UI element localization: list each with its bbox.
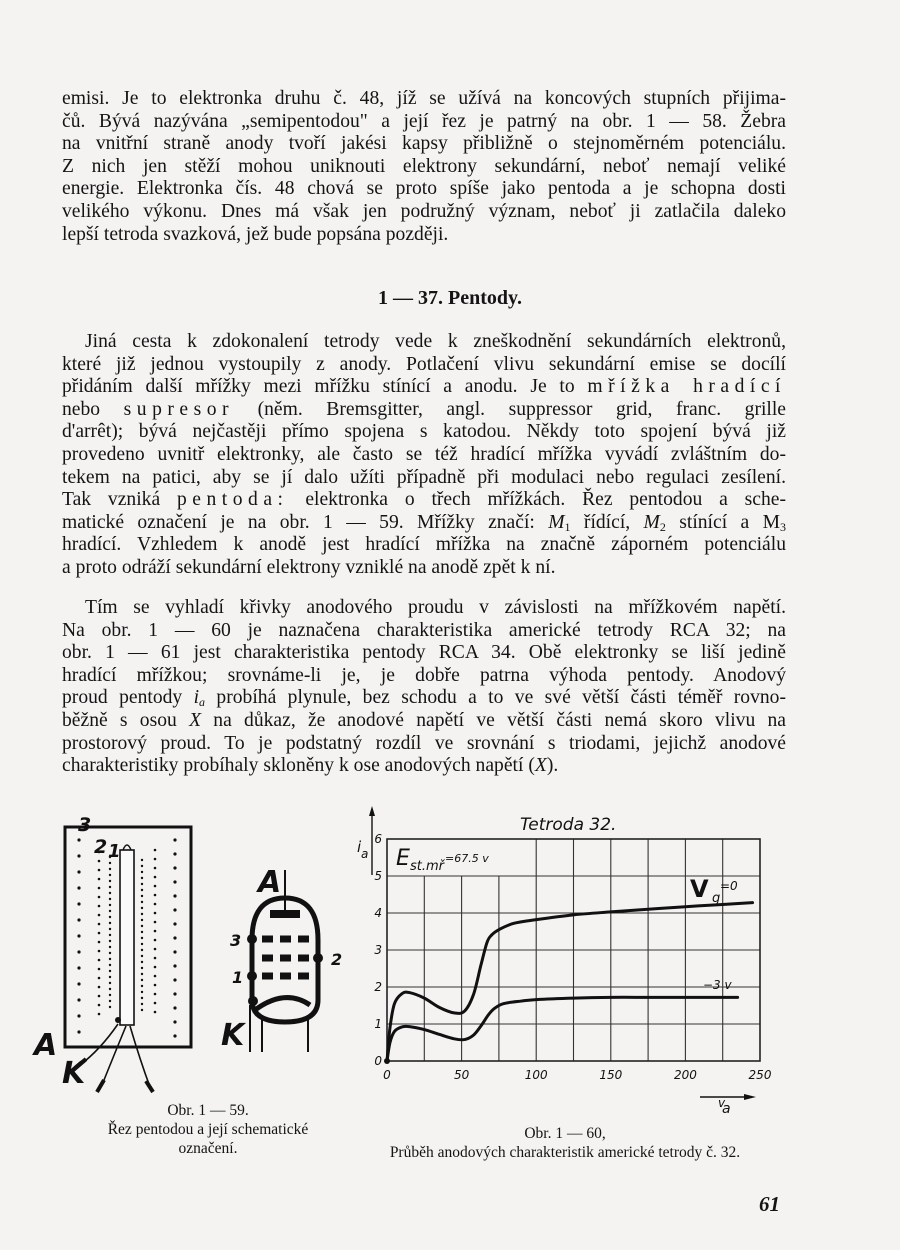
- grid-dot: [109, 946, 111, 948]
- grid-dot: [109, 994, 111, 996]
- caption-title: Obr. 1 — 59.: [167, 1102, 249, 1119]
- grid-dash: [280, 955, 291, 962]
- grid-dot: [109, 880, 111, 882]
- spaced-term: mřížka hradící: [587, 376, 786, 398]
- subscript: a: [199, 695, 206, 710]
- grid-dot: [154, 939, 157, 942]
- grid-dot: [141, 991, 143, 993]
- grid-dot: [154, 921, 157, 924]
- text-line: které již jednou vystoupily z anody. Potlačení vlivu sekundární emise se docílí: [62, 353, 786, 375]
- grid-dot: [98, 968, 101, 971]
- text-span: elektronka o třech mřížkách. Řez pentodou a sche-: [305, 489, 786, 511]
- y-tick-label: 0: [374, 1054, 382, 1068]
- text-line: na vnitřní straně anody tvoří jakési kapsy přibližně o stejnoměrném potenciálu.: [62, 133, 786, 155]
- grid-dash: [298, 955, 309, 962]
- y-axis-label-sub: a: [361, 847, 369, 861]
- grid-dot: [98, 1004, 101, 1007]
- grid-dot: [141, 865, 143, 867]
- y-tick-label: 3: [374, 943, 382, 957]
- paragraph-characteristics: [62, 597, 786, 778]
- page-number: 61: [759, 1192, 780, 1216]
- text-span: přidáním další mřížky mezi mřížku stínící a anodu. Je to: [62, 376, 575, 398]
- lead-end: [97, 1080, 104, 1092]
- grid-dot: [154, 849, 157, 852]
- grid-dot: [141, 1003, 143, 1005]
- grid-dot: [109, 958, 111, 960]
- grid-dot: [109, 868, 111, 870]
- grid-dot: [141, 937, 143, 939]
- grid-dash: [262, 936, 273, 943]
- text-line: Tím se vyhladí křivky anodového proudu v závislosti na mřížkovém napětí.: [85, 597, 786, 618]
- grid-dot: [154, 876, 157, 879]
- label-grid3: 3: [78, 814, 92, 836]
- label-grid2: 2: [94, 836, 108, 858]
- symbol-x: X: [534, 755, 547, 777]
- grid-dot: [141, 931, 143, 933]
- x-axis-label-main: v: [718, 1096, 726, 1110]
- grid-dot: [109, 886, 111, 888]
- subscript: 1: [564, 519, 571, 534]
- text-line: provedeno uvnitř elektronky, ale často se též hradící mřížka vyvádí zvláštním do-: [62, 443, 786, 465]
- grid-dot: [154, 1002, 157, 1005]
- figure-60-caption: [340, 1124, 790, 1162]
- grid-dot: [77, 998, 80, 1001]
- y-tick-label: 5: [374, 869, 382, 883]
- grid-dot: [173, 950, 176, 953]
- text-line: [62, 399, 786, 422]
- text-span: matické označení je na obr. 1 — 59. Mřížky značí:: [62, 511, 535, 533]
- grid2-pin: [313, 953, 323, 963]
- x-tick-label: 150: [599, 1068, 623, 1082]
- grid-dot: [77, 918, 80, 921]
- grid-dot: [141, 859, 143, 861]
- grid-dot: [77, 1030, 80, 1033]
- grid-dot: [98, 986, 101, 989]
- grid-dot: [173, 964, 176, 967]
- symbol-ia: i: [193, 687, 200, 709]
- grid-dot: [173, 894, 176, 897]
- grid-dash: [262, 973, 273, 980]
- series-label-vg0-main: V: [690, 875, 709, 903]
- grid3-pin: [247, 934, 257, 944]
- spaced-term: pentoda:: [177, 489, 289, 511]
- series-label-vg0-sub: g: [712, 891, 721, 906]
- grid-dot: [109, 976, 111, 978]
- grid-dot: [141, 871, 143, 873]
- grid-dot: [173, 908, 176, 911]
- grid-dot: [98, 941, 101, 944]
- caption-text: Průběh anodových charakteristik americké tetrody č. 32.: [389, 1144, 741, 1161]
- grid-dash: [298, 973, 309, 980]
- grid-dot: [98, 995, 101, 998]
- annotation-e-main: E: [396, 846, 410, 871]
- grid-dot: [141, 1009, 143, 1011]
- grid-dot: [77, 902, 80, 905]
- symbol-label-grid1: 1: [232, 968, 244, 987]
- grid-dot: [109, 874, 111, 876]
- chart-title: Tetroda 32.: [520, 815, 617, 835]
- grid-dot: [77, 838, 80, 841]
- y-axis-arrowhead: [369, 806, 375, 816]
- text-span: na důkaz, že anodové napětí ve větší části nemá skoro vlivu na: [213, 709, 786, 731]
- grid-dot: [154, 984, 157, 987]
- grid-dot: [141, 943, 143, 945]
- grid-dot: [109, 952, 111, 954]
- spaced-term: supresor: [123, 398, 235, 420]
- grid-dot: [98, 896, 101, 899]
- grid-dot: [154, 993, 157, 996]
- caption-text: Řez pentodou a její schematické: [107, 1121, 309, 1138]
- paragraph-pentodes: [62, 331, 786, 580]
- grid-dot: [173, 1006, 176, 1009]
- text-line: d'arrêt); bývá nejčastěji přímo spojena s katodou. Někdy toto spojení bývá již: [62, 421, 786, 443]
- text-line: prostorový proud. To je podstatný rozdíl ve srovnání s triodami, jejichž anodové: [62, 732, 786, 754]
- grid-dot: [154, 1011, 157, 1014]
- grid-dot: [173, 922, 176, 925]
- grid-dash: [262, 955, 273, 962]
- grid-dot: [98, 869, 101, 872]
- grid-dot: [141, 955, 143, 957]
- grid-dot: [173, 1020, 176, 1023]
- grid-dot: [109, 982, 111, 984]
- text-line: tekem na patici, aby se jí dalo užíti případně při modulaci nebo regulaci zesílení.: [62, 466, 786, 488]
- grid-dot: [141, 985, 143, 987]
- x-axis-arrowhead: [744, 1094, 756, 1100]
- grid-dot: [154, 930, 157, 933]
- symbol-m: M: [548, 511, 565, 533]
- grid-dot: [109, 1000, 111, 1002]
- grid-dot: [109, 970, 111, 972]
- y-tick-label: 4: [374, 906, 382, 920]
- grid-dot: [98, 932, 101, 935]
- grid-dot: [98, 1013, 101, 1016]
- grid-dot: [77, 982, 80, 985]
- symbol-label-grid2: 2: [331, 950, 343, 969]
- text-line: emisi. Je to elektronka druhu č. 48, jíž se užívá na koncových stupních přijima-: [62, 88, 786, 109]
- anode-bar: [270, 910, 300, 918]
- grid-dot: [77, 934, 80, 937]
- text-span: běžně s osou: [62, 709, 177, 731]
- text-span: proud pentody: [62, 687, 183, 709]
- text-line: hradící. Vzhledem k anodě jest hradící mřížka na značně záporném potenciálu: [62, 534, 786, 556]
- grid-dot: [109, 928, 111, 930]
- grid-dot: [109, 862, 111, 864]
- grid-dot: [141, 961, 143, 963]
- grid-dot: [154, 957, 157, 960]
- text-span: nebo: [62, 398, 101, 420]
- chart-series: [387, 903, 753, 1061]
- grid-dot: [109, 964, 111, 966]
- label-grid1: 1: [108, 841, 121, 862]
- grid-dot: [173, 852, 176, 855]
- grid-dot: [154, 948, 157, 951]
- grid-dot: [173, 838, 176, 841]
- cathode-pin: [248, 996, 258, 1006]
- grid-dot: [141, 949, 143, 951]
- grid-dash: [280, 973, 291, 980]
- grid-dot: [173, 866, 176, 869]
- lead-wire: [102, 1026, 126, 1085]
- text-line: a proto odráží sekundární elektrony vzniklé na anodě zpět k ní.: [62, 556, 556, 578]
- grid-dot: [141, 913, 143, 915]
- text-line: [62, 489, 786, 512]
- grid-dot: [109, 1006, 111, 1008]
- grid-dot: [109, 898, 111, 900]
- grid-dot: [77, 950, 80, 953]
- text-span: stínící a M: [679, 511, 780, 533]
- grid1-pin: [247, 971, 257, 981]
- grid-dot: [154, 885, 157, 888]
- grid-dot: [141, 889, 143, 891]
- grid-dot: [173, 880, 176, 883]
- symbol-x: X: [189, 709, 202, 731]
- lead-wire: [130, 1026, 150, 1087]
- grid-dot: [141, 883, 143, 885]
- grid-dot: [109, 988, 111, 990]
- text-span: probíhá plynule, bez schodu a to ve své větší části téměř rovno-: [216, 687, 786, 709]
- text-span: Tak vzniká: [62, 489, 161, 511]
- grid-dash: [298, 936, 309, 943]
- chart-axes: [369, 806, 760, 1100]
- grid-dot: [109, 940, 111, 942]
- grid-dot: [154, 966, 157, 969]
- grid-dot: [173, 1034, 176, 1037]
- figure-pentode-section: [0, 800, 360, 1100]
- grid-dot: [98, 959, 101, 962]
- text-line: velikého výkonu. Dnes má však jen podružný význam, neboť ji zatlačila daleko: [62, 200, 786, 222]
- grid-dash: [280, 936, 291, 943]
- text-line: čů. Bývá nazývána „semipentodou" a její řez je patrný na obr. 1 — 58. Žebra: [62, 110, 786, 132]
- grid-dot: [77, 870, 80, 873]
- symbol-label-grid3: 3: [230, 931, 242, 950]
- x-tick-label: 200: [673, 1068, 697, 1082]
- y-tick-label: 6: [374, 832, 382, 846]
- text-line: lepší tetroda svazková, jež bude popsána později.: [62, 223, 449, 245]
- grid-dot: [141, 973, 143, 975]
- grid-dot: [98, 950, 101, 953]
- grid-dot: [98, 887, 101, 890]
- x-tick-label: 50: [453, 1068, 470, 1082]
- lead-end: [146, 1081, 153, 1092]
- text-span: ).: [546, 755, 559, 777]
- grid-dot: [141, 967, 143, 969]
- grid-dot: [141, 925, 143, 927]
- chart-tetrode-32: [350, 800, 800, 1130]
- grid-dot: [109, 922, 111, 924]
- cathode-arc: [255, 998, 310, 1010]
- cathode-tube: [120, 850, 134, 1025]
- text-line: hradící mřížkou; srovnáme-li je, je dobře patrna výhoda pentody. Anodový: [62, 664, 786, 686]
- label-anode: A: [34, 1028, 58, 1063]
- symbol-m: M: [643, 511, 660, 533]
- symbol-label-cathode: K: [221, 1018, 245, 1053]
- subscript: 3: [780, 519, 786, 534]
- text-line: [62, 710, 786, 733]
- text-line: [62, 376, 786, 399]
- grid-dot: [109, 904, 111, 906]
- series-label-minus3v: −3 v: [703, 978, 732, 992]
- intro-paragraph: [62, 88, 786, 246]
- text-span: charakteristiky probíhaly skloněny k ose anodových napětí (: [62, 755, 535, 777]
- x-axis-label-sub: a: [722, 1101, 731, 1117]
- grid-dot: [141, 877, 143, 879]
- grid-dot: [98, 977, 101, 980]
- grid-dot: [141, 895, 143, 897]
- grid-dot: [98, 878, 101, 881]
- grid-dot: [154, 894, 157, 897]
- grid-dot: [154, 858, 157, 861]
- grid-dot: [77, 854, 80, 857]
- grid-dot: [109, 916, 111, 918]
- grid-dot: [141, 901, 143, 903]
- grid-dot: [109, 892, 111, 894]
- text-line: Jiná cesta k zdokonalení tetrody vede k zneškodnění sekundárních elektronů,: [85, 331, 786, 352]
- series-label-vg0-value: =0: [720, 879, 738, 893]
- section-heading: 1 — 37. Pentody.: [378, 287, 522, 309]
- subscript: 2: [659, 519, 666, 534]
- cathode-contact: [115, 1017, 121, 1023]
- grid-dot: [173, 992, 176, 995]
- x-tick-label: 100: [524, 1068, 548, 1082]
- grid-dot: [98, 914, 101, 917]
- grid-dot: [141, 919, 143, 921]
- x-tick-label: 250: [748, 1068, 772, 1082]
- text-span: (něm. Bremsgitter, angl. suppressor grid, franc. grille: [257, 398, 786, 420]
- grid-dot: [141, 997, 143, 999]
- text-line: [62, 755, 786, 778]
- grid-dot: [109, 910, 111, 912]
- label-cathode: K: [62, 1056, 86, 1091]
- grid-dot: [154, 867, 157, 870]
- grid-dot: [154, 912, 157, 915]
- y-tick-label: 1: [374, 1017, 382, 1031]
- grid-dot: [173, 936, 176, 939]
- text-line: Z nich jen stěží mohou uniknouti elektrony sekundární, neboť nemají veliké: [62, 155, 786, 177]
- grid-dot: [77, 966, 80, 969]
- figure-59-caption: [98, 1101, 318, 1158]
- series-line-vg0: [387, 903, 753, 1061]
- annotation-e-value: =67.5 v: [445, 852, 489, 865]
- y-axis-label-main: i: [357, 838, 362, 856]
- text-line: obr. 1 — 61 jest charakteristika pentody RCA 34. Obě elektronky se liší jedině: [62, 642, 786, 664]
- grid-dot: [154, 903, 157, 906]
- grid-dot: [154, 975, 157, 978]
- pentode-symbol: [221, 865, 342, 1053]
- text-line: energie. Elektronka čís. 48 chová se proto spíše jako pentoda a je schopna dosti: [62, 178, 786, 200]
- y-tick-label: 2: [374, 980, 382, 994]
- grid-dot: [77, 886, 80, 889]
- text-line: [62, 512, 786, 535]
- grid-dot: [98, 860, 101, 863]
- text-line: [62, 687, 786, 710]
- grid-dot: [98, 923, 101, 926]
- caption-text: označení.: [178, 1140, 238, 1157]
- grid-dot: [141, 907, 143, 909]
- grid-dot: [141, 979, 143, 981]
- grid-dot: [173, 978, 176, 981]
- text-line: Na obr. 1 — 60 je naznačena charakteristika americké tetrody RCA 32; na: [62, 619, 786, 641]
- annotation-e-sub: st.mř: [410, 859, 445, 874]
- grid-dot: [77, 1014, 80, 1017]
- grid-dashes: [262, 936, 309, 980]
- caption-title: Obr. 1 — 60,: [524, 1125, 606, 1142]
- symbol-label-anode: A: [258, 865, 282, 900]
- x-tick-label: 0: [383, 1068, 391, 1082]
- grid-dot: [109, 934, 111, 936]
- section-drawing: [32, 814, 191, 1092]
- text-span: řídící,: [583, 511, 631, 533]
- grid-dot: [98, 905, 101, 908]
